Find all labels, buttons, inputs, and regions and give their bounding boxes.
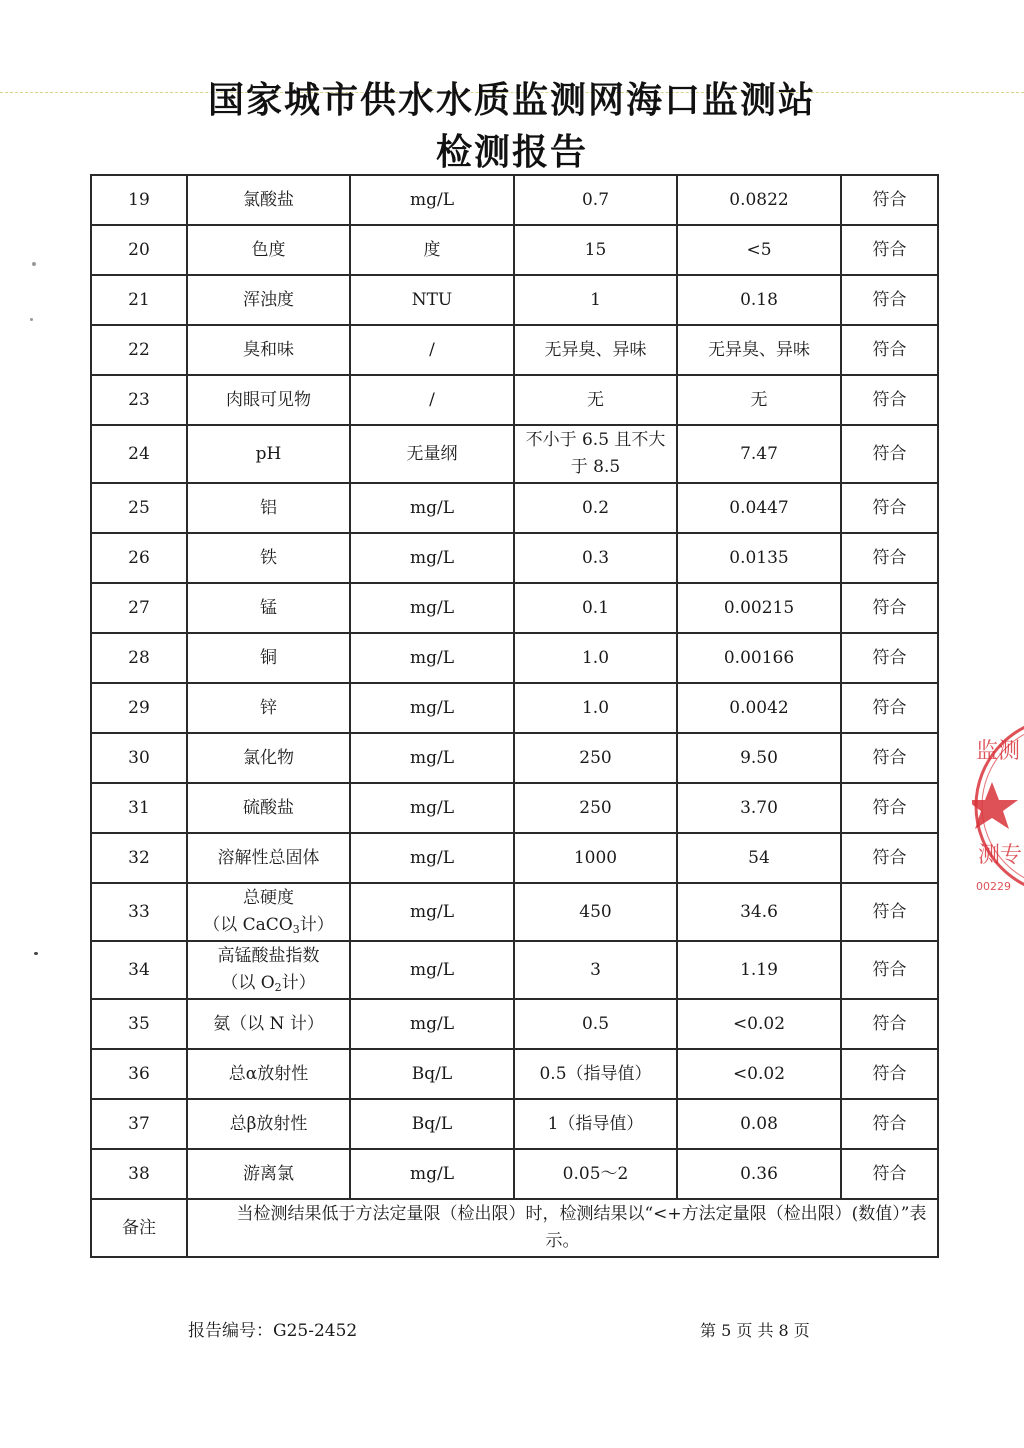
- row-item: 浑浊度: [187, 275, 350, 325]
- row-verdict: 符合: [841, 941, 938, 999]
- row-no: 23: [91, 375, 187, 425]
- row-unit: mg/L: [350, 883, 514, 941]
- table-row: [91, 941, 938, 999]
- scan-speck: [32, 262, 36, 266]
- row-no: 25: [91, 483, 187, 533]
- row-result: 0.00166: [677, 633, 841, 683]
- row-limit: 1000: [514, 833, 677, 883]
- row-unit: mg/L: [350, 533, 514, 583]
- table-row: [91, 483, 938, 533]
- row-limit: 0.5: [514, 999, 677, 1049]
- results-table: [90, 174, 939, 1258]
- row-result: 0.0042: [677, 683, 841, 733]
- row-unit: /: [350, 325, 514, 375]
- row-verdict: 符合: [841, 999, 938, 1049]
- row-no: 21: [91, 275, 187, 325]
- row-unit: mg/L: [350, 833, 514, 883]
- row-unit: Bq/L: [350, 1049, 514, 1099]
- table-row: [91, 1149, 938, 1199]
- row-result: 0.0135: [677, 533, 841, 583]
- row-unit: /: [350, 375, 514, 425]
- table-row: [91, 583, 938, 633]
- row-limit: 0.2: [514, 483, 677, 533]
- row-item: 氨（以 N 计）: [187, 999, 350, 1049]
- row-limit: 0.7: [514, 175, 677, 225]
- table-row: [91, 1099, 938, 1149]
- row-unit: mg/L: [350, 483, 514, 533]
- row-verdict: 符合: [841, 1049, 938, 1099]
- row-no: 29: [91, 683, 187, 733]
- row-limit: 0.5（指导值）: [514, 1049, 677, 1099]
- row-no: 30: [91, 733, 187, 783]
- row-no: 22: [91, 325, 187, 375]
- row-verdict: 符合: [841, 633, 938, 683]
- row-no: 19: [91, 175, 187, 225]
- row-result: 0.18: [677, 275, 841, 325]
- row-unit: mg/L: [350, 783, 514, 833]
- row-result: 1.19: [677, 941, 841, 999]
- row-limit: 无: [514, 375, 677, 425]
- row-item: 总α放射性: [187, 1049, 350, 1099]
- table-row: [91, 833, 938, 883]
- row-item: 铁: [187, 533, 350, 583]
- row-item: [187, 883, 350, 941]
- svg-text:测专: 测专: [978, 843, 1023, 868]
- report-subtitle: 检测报告: [435, 132, 588, 173]
- table-row: [91, 783, 938, 833]
- table-row: [91, 175, 938, 225]
- row-limit: 15: [514, 225, 677, 275]
- table-row: [91, 225, 938, 275]
- row-result: 无: [677, 375, 841, 425]
- row-item: 锌: [187, 683, 350, 733]
- row-result: 无异臭、异味: [677, 325, 841, 375]
- row-verdict: 符合: [841, 533, 938, 583]
- row-unit: mg/L: [350, 633, 514, 683]
- row-result: 34.6: [677, 883, 841, 941]
- row-unit: 度: [350, 225, 514, 275]
- page-info: 第 5 页 共 8 页: [700, 1321, 810, 1340]
- seal-graphic: [972, 712, 1024, 900]
- row-item: 总β放射性: [187, 1099, 350, 1149]
- row-item-line2: （以 CaCO$_3$计）: [203, 915, 334, 936]
- row-no: 24: [91, 425, 187, 483]
- row-no: 20: [91, 225, 187, 275]
- row-item: 游离氯: [187, 1149, 350, 1199]
- row-verdict: 符合: [841, 375, 938, 425]
- row-no: 35: [91, 999, 187, 1049]
- row-verdict: 符合: [841, 683, 938, 733]
- row-unit: mg/L: [350, 999, 514, 1049]
- row-no: 31: [91, 783, 187, 833]
- svg-text:监测: 监测: [976, 739, 1021, 764]
- row-item: 锰: [187, 583, 350, 633]
- table-row: [91, 325, 938, 375]
- remark-label: 备注: [91, 1199, 187, 1257]
- row-result: <0.02: [677, 999, 841, 1049]
- row-result: 0.0447: [677, 483, 841, 533]
- row-limit: 250: [514, 733, 677, 783]
- row-verdict: 符合: [841, 275, 938, 325]
- row-unit: Bq/L: [350, 1099, 514, 1149]
- scan-speck: [30, 318, 33, 321]
- row-limit: 1（指导值）: [514, 1099, 677, 1149]
- row-item: 色度: [187, 225, 350, 275]
- row-no: 26: [91, 533, 187, 583]
- row-result: <0.02: [677, 1049, 841, 1099]
- table-row: [91, 733, 938, 783]
- svg-text:00229: 00229: [976, 880, 1011, 893]
- row-no: 33: [91, 883, 187, 941]
- row-verdict: 符合: [841, 783, 938, 833]
- row-verdict: 符合: [841, 225, 938, 275]
- row-item: [187, 941, 350, 999]
- row-no: 38: [91, 1149, 187, 1199]
- row-item: 氯化物: [187, 733, 350, 783]
- row-unit: mg/L: [350, 175, 514, 225]
- row-unit: mg/L: [350, 941, 514, 999]
- row-unit: mg/L: [350, 1149, 514, 1199]
- row-verdict: 符合: [841, 883, 938, 941]
- table-row: [91, 425, 938, 483]
- row-no: 36: [91, 1049, 187, 1099]
- table-row: [91, 683, 938, 733]
- row-verdict: 符合: [841, 1149, 938, 1199]
- row-verdict: 符合: [841, 1099, 938, 1149]
- remark-text: 当检测结果低于方法定量限（检出限）时，检测结果以“<+方法定量限（检出限）(数值）”表示。: [187, 1199, 938, 1257]
- row-item: pH: [187, 425, 350, 483]
- table-row: [91, 375, 938, 425]
- row-result: 0.08: [677, 1099, 841, 1149]
- row-limit: 0.1: [514, 583, 677, 633]
- row-no: 32: [91, 833, 187, 883]
- row-limit: 0.05～2: [514, 1149, 677, 1199]
- row-verdict: 符合: [841, 833, 938, 883]
- row-item: 溶解性总固体: [187, 833, 350, 883]
- remark-row: [91, 1199, 938, 1257]
- row-limit: 3: [514, 941, 677, 999]
- row-result: 3.70: [677, 783, 841, 833]
- table-row: [91, 883, 938, 941]
- row-result: 0.00215: [677, 583, 841, 633]
- report-title: 国家城市供水水质监测网海口监测站: [207, 80, 816, 121]
- row-result: 7.47: [677, 425, 841, 483]
- row-unit: 无量纲: [350, 425, 514, 483]
- row-result: <5: [677, 225, 841, 275]
- row-verdict: 符合: [841, 325, 938, 375]
- table-row: [91, 999, 938, 1049]
- row-item: 臭和味: [187, 325, 350, 375]
- row-limit-line2: 于 8.5: [570, 457, 621, 477]
- row-result: 0.0822: [677, 175, 841, 225]
- row-limit: 450: [514, 883, 677, 941]
- row-unit: NTU: [350, 275, 514, 325]
- report-number: 报告编号：G25-2452: [188, 1321, 358, 1341]
- row-limit: 无异臭、异味: [514, 325, 677, 375]
- row-unit: mg/L: [350, 683, 514, 733]
- row-item: 硫酸盐: [187, 783, 350, 833]
- row-verdict: 符合: [841, 483, 938, 533]
- row-limit: 250: [514, 783, 677, 833]
- row-no: 27: [91, 583, 187, 633]
- row-limit: [514, 425, 677, 483]
- row-no: 37: [91, 1099, 187, 1149]
- row-verdict: 符合: [841, 583, 938, 633]
- row-item: 铜: [187, 633, 350, 683]
- scan-speck: [34, 952, 38, 955]
- official-seal: [972, 712, 1024, 900]
- row-no: 28: [91, 633, 187, 683]
- row-unit: mg/L: [350, 733, 514, 783]
- row-verdict: 符合: [841, 175, 938, 225]
- row-item-line2: （以 $O_2$计）: [221, 973, 316, 994]
- row-limit: 1: [514, 275, 677, 325]
- row-no: 34: [91, 941, 187, 999]
- row-result: 9.50: [677, 733, 841, 783]
- row-limit: 1.0: [514, 633, 677, 683]
- row-item: 铝: [187, 483, 350, 533]
- table-row: [91, 1049, 938, 1099]
- row-result: 54: [677, 833, 841, 883]
- row-item-line1: 总硬度: [243, 888, 294, 908]
- table-row: [91, 275, 938, 325]
- row-unit: mg/L: [350, 583, 514, 633]
- row-item: 肉眼可见物: [187, 375, 350, 425]
- row-item-line1: 高锰酸盐指数: [217, 946, 320, 966]
- row-result: 0.36: [677, 1149, 841, 1199]
- table-row: [91, 633, 938, 683]
- table-row: [91, 533, 938, 583]
- row-limit: 0.3: [514, 533, 677, 583]
- row-verdict: 符合: [841, 733, 938, 783]
- row-item: 氯酸盐: [187, 175, 350, 225]
- row-limit: 1.0: [514, 683, 677, 733]
- row-limit-line1: 不小于 6.5 且不大: [525, 430, 666, 450]
- row-verdict: 符合: [841, 425, 938, 483]
